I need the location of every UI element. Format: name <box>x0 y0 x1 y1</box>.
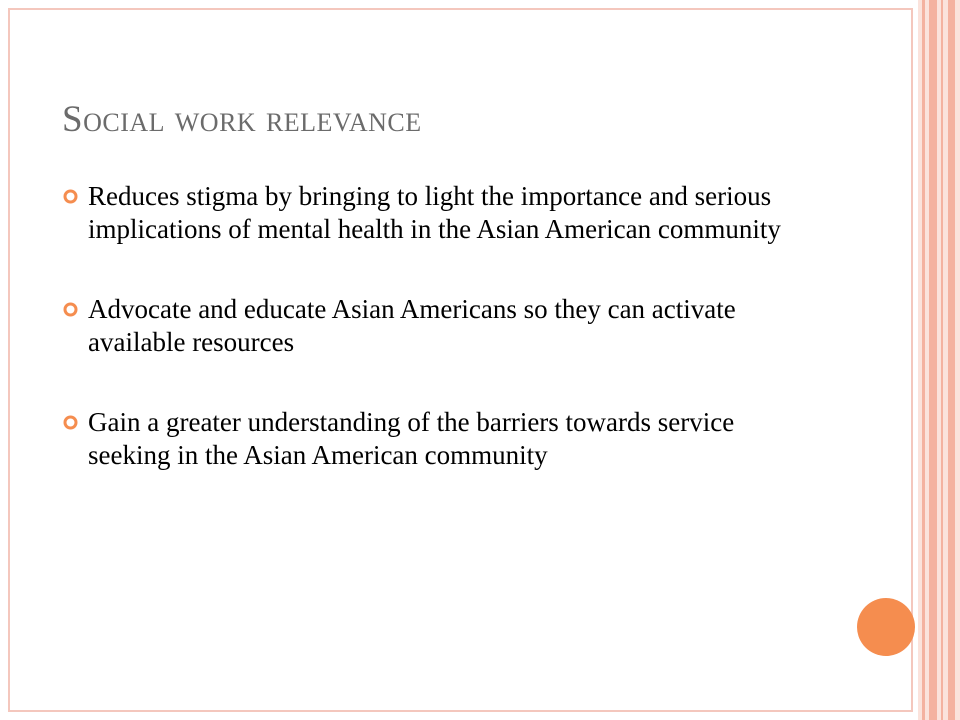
ring-bullet-icon <box>62 301 79 318</box>
bullet-item <box>60 406 820 472</box>
bullet-list <box>60 180 820 519</box>
decorative-stripe <box>929 0 937 720</box>
orange-circle-decoration <box>857 598 915 656</box>
ring-bullet-icon <box>62 188 79 205</box>
decorative-stripe <box>948 0 955 720</box>
bullet-item <box>60 180 820 246</box>
bullet-text: Advocate and educate Asian Americans so they can activate available resources <box>88 294 736 357</box>
bullet-text: Reduces stigma by bringing to light the importance and serious implications of mental health in the Asian American community <box>88 181 781 244</box>
bullet-item <box>60 293 820 359</box>
decorative-stripe <box>922 0 925 720</box>
bullet-text: Gain a greater understanding of the barriers towards service seeking in the Asian American community <box>88 407 735 470</box>
decorative-stripe <box>941 0 943 720</box>
slide-title: Social work relevance <box>62 99 422 140</box>
ring-bullet-icon <box>62 414 79 431</box>
